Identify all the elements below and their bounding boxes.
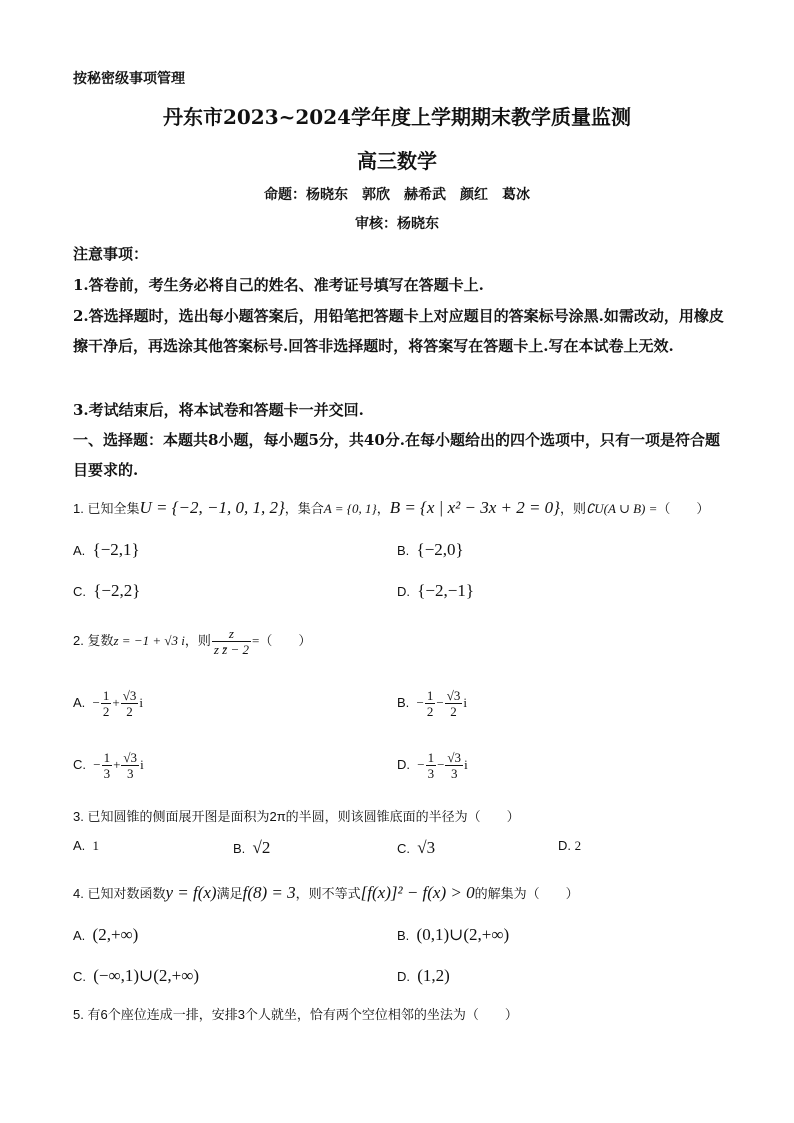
question-text: 有6个座位连成一排，安排3个人就坐，恰有两个空位相邻的坐法为（ ） (87, 1007, 518, 1022)
fraction: $\frac{√3}{2}$ (122, 688, 137, 719)
option-value: (2,+∞) (92, 925, 139, 944)
option-value: {−2,2} (93, 581, 141, 600)
option-letter: D. (397, 969, 410, 984)
option-value: (1,2) (417, 966, 450, 985)
q3-option-b (233, 838, 270, 858)
question-text: ，集合 (284, 501, 324, 516)
question-1 (73, 498, 709, 518)
equals-sign: = (252, 632, 260, 648)
q4-option-d (397, 966, 450, 986)
q2-option-a: A. − $\frac{1}{2}$ + $\frac{√3}{2}$ i (73, 688, 143, 719)
q2-option-c: C. − $\frac{1}{3}$ + $\frac{√3}{3}$ i (73, 750, 144, 781)
q2-option-b: B. − $\frac{1}{2}$ − $\frac{√3}{2}$ i (397, 688, 467, 719)
option-letter: D. (558, 838, 571, 853)
option-value: (−∞,1)∪(2,+∞) (93, 966, 200, 985)
option-letter: D. (397, 756, 410, 772)
math-expression: [f(x)]² − f(x) > 0 (360, 883, 475, 902)
question-text: 复数 (87, 632, 114, 648)
question-2 (73, 626, 311, 657)
option-letter: A. (73, 928, 86, 943)
option-value: √2 (252, 838, 271, 857)
confidentiality-label: 按秘密级事项管理 (73, 71, 185, 87)
answer-paren: （ ） (657, 501, 710, 516)
option-letter: A. (73, 838, 86, 853)
question-number: 4. (73, 886, 84, 901)
math-expression: U = {−2, −1, 0, 1, 2} (139, 498, 285, 517)
question-number: 1. (73, 501, 84, 516)
math-expression: f(8) = 3 (242, 883, 296, 902)
math-expression: A = {0, 1} (323, 501, 377, 516)
option-value: {−2,−1} (417, 581, 474, 600)
option-value: {−2,1} (92, 540, 140, 559)
option-letter: B. (233, 841, 246, 856)
question-text: ，则不等式 (295, 886, 361, 901)
option-letter: B. (397, 928, 410, 943)
question-text: ，则 (559, 501, 586, 516)
fraction: $\frac{1}{3}$ (103, 750, 111, 781)
q3-option-c (397, 838, 435, 858)
option-letter: C. (73, 756, 86, 772)
math-expression: B = {x | x² − 3x + 2 = 0} (389, 498, 560, 517)
question-text: 已知圆锥的侧面展开图是面积为2π的半圆，则该圆锥底面的半径为（ ） (87, 809, 520, 824)
math-expression: z = −1 + √3 i (113, 632, 185, 648)
question-text: ， (376, 501, 390, 516)
option-value: (0,1)∪(2,+∞) (416, 925, 510, 944)
exam-title: 丹东市2023~2024学年度上学期期末教学质量监测 (162, 105, 632, 129)
fraction: $\frac{z}{\text{z z̄ − 2}}$ (213, 626, 250, 657)
question-text: 的解集为（ ） (474, 886, 579, 901)
question-number: 3. (73, 809, 84, 824)
option-letter: A. (73, 543, 86, 558)
note-item-2: 2.答选择题时，选出每小题答案后，用铅笔把答题卡上对应题目的答案标号涂黑.如需改动，用橡皮擦干净后，再选涂其他答案标号.回答非选择题时，将答案写在答题卡上.写在本试卷上无效. (73, 307, 724, 355)
note-item-1: 1.答卷前，考生务必将自己的姓名、准考证号填写在答题卡上. (73, 276, 484, 294)
notes-heading: 注意事项： (73, 245, 149, 263)
question-text: ，则 (184, 632, 211, 648)
question-number: 5. (73, 1007, 84, 1022)
q1-option-d (397, 581, 474, 601)
option-letter: C. (397, 841, 410, 856)
q3-option-d (558, 838, 581, 854)
q4-option-c (73, 966, 199, 986)
option-value: 2 (574, 838, 582, 853)
question-text: 满足 (216, 886, 243, 901)
option-letter: C. (73, 969, 86, 984)
q4-option-b (397, 925, 509, 945)
section-heading: 一、选择题：本题共8小题，每小题5分，共40分.在每小题给出的四个选项中，只有一项是符合题目要求的. (73, 431, 720, 479)
question-number: 2. (73, 632, 84, 648)
fraction: $\frac{√3}{3}$ (123, 750, 138, 781)
question-3 (73, 806, 520, 825)
fraction: $\frac{1}{2}$ (102, 688, 110, 719)
math-expression: y = f(x) (165, 883, 217, 902)
answer-paren: （ ） (259, 632, 312, 648)
option-letter: C. (73, 584, 86, 599)
q2-option-d: D. − $\frac{1}{3}$ − $\frac{√3}{3}$ i (397, 750, 468, 781)
fraction: $\frac{√3}{3}$ (447, 750, 462, 781)
option-letter: A. (73, 694, 86, 710)
fraction: $\frac{1}{2}$ (426, 688, 434, 719)
q3-option-a (73, 838, 99, 854)
option-value: √3 (417, 838, 436, 857)
option-letter: B. (397, 694, 410, 710)
option-value: 1 (92, 838, 100, 853)
note-item-3: 3.考试结束后，将本试卷和答题卡一并交回. (73, 401, 364, 419)
q4-option-a (73, 925, 138, 945)
authors-line: 命题：杨晓东 郭欣 赫希武 颜红 葛冰 (264, 187, 530, 203)
reviewer-line: 审核：杨晓东 (355, 216, 439, 232)
math-expression: ∁U(A ∪ B) = (586, 501, 658, 516)
fraction: $\frac{1}{3}$ (427, 750, 435, 781)
question-4 (73, 883, 579, 903)
q1-option-b (397, 540, 464, 560)
question-5 (73, 1004, 518, 1023)
option-letter: D. (397, 584, 410, 599)
exam-subtitle: 高三数学 (357, 149, 437, 173)
question-text: 已知全集 (87, 501, 140, 516)
question-text: 已知对数函数 (87, 886, 166, 901)
q1-option-a (73, 540, 140, 560)
option-letter: B. (397, 543, 410, 558)
q1-option-c (73, 581, 140, 601)
fraction: $\frac{√3}{2}$ (446, 688, 461, 719)
option-value: {−2,0} (416, 540, 464, 559)
